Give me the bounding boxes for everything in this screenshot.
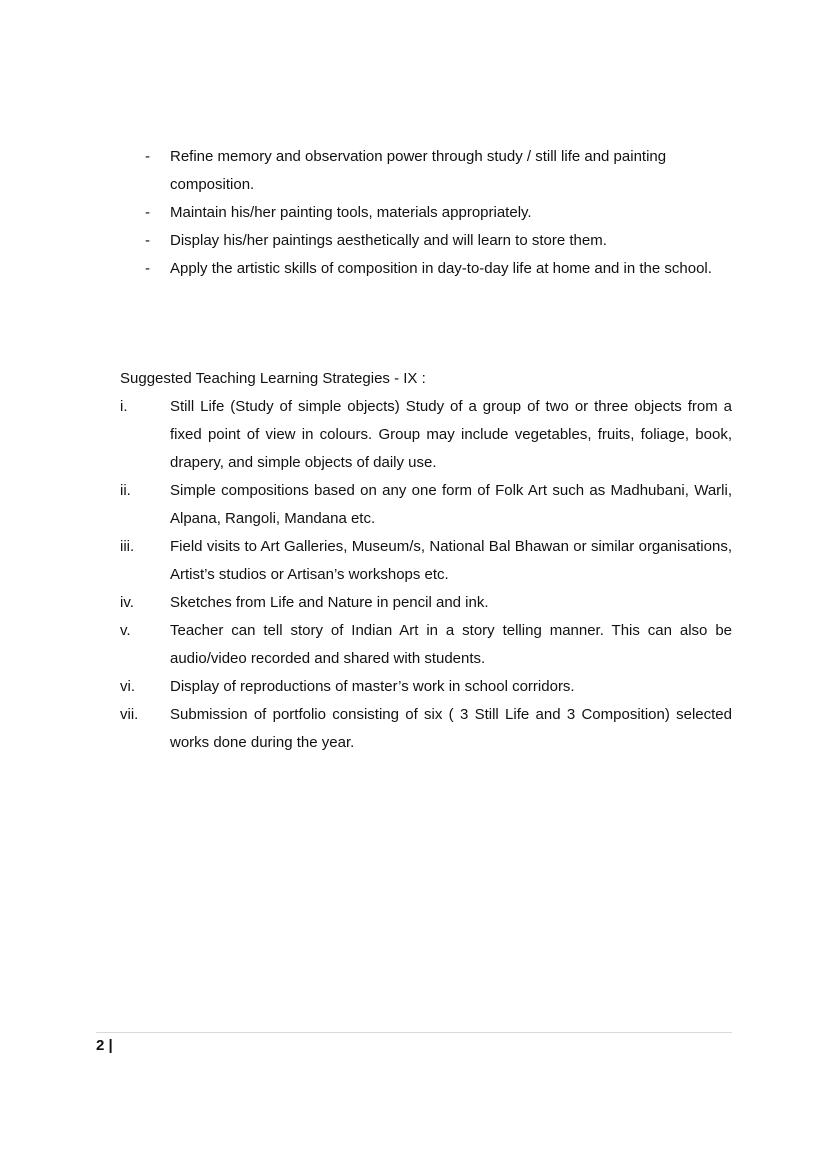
list-marker: ii.: [120, 482, 131, 499]
list-item-text: Teacher can tell story of Indian Art in a story telling manner. This can also be audio/video recorded and shared with students.: [170, 622, 732, 667]
list-item: [120, 143, 732, 199]
list-item-text: Display his/her paintings aesthetically and will learn to store them.: [170, 232, 607, 249]
list-item: [120, 673, 732, 701]
list-marker: i.: [120, 398, 128, 415]
list-item-text: Field visits to Art Galleries, Museum/s, National Bal Bhawan or similar organisations, Artist’s studios or Artisan’s workshops etc.: [170, 538, 732, 583]
list-item-text: Display of reproductions of master’s work in school corridors.: [170, 678, 575, 695]
page-footer: [96, 1036, 113, 1056]
list-item-text: Maintain his/her painting tools, materials appropriately.: [170, 204, 532, 221]
list-item-text: Submission of portfolio consisting of six ( 3 Still Life and 3 Composition) selected works done during the year.: [170, 706, 732, 751]
footer-separator: |: [108, 1037, 113, 1054]
list-item: [120, 393, 732, 477]
list-item: [120, 255, 732, 283]
list-item: [120, 533, 732, 589]
section-heading: Suggested Teaching Learning Strategies - IX :: [120, 370, 426, 387]
objectives-list: [120, 143, 732, 283]
strategies-list: [120, 393, 732, 757]
list-item: [120, 701, 732, 757]
list-marker: -: [145, 260, 150, 277]
list-marker: iv.: [120, 594, 134, 611]
list-item-text: Still Life (Study of simple objects) Study of a group of two or three objects from a fixed point of view in colours. Group may include vegetables, fruits, foliage, book, drapery, and simple objects of daily use.: [170, 398, 732, 471]
page-number: 2: [96, 1037, 105, 1054]
list-item-text: Apply the artistic skills of composition in day-to-day life at home and in the school.: [170, 260, 712, 277]
list-item: [120, 199, 732, 227]
list-marker: -: [145, 148, 150, 165]
list-item-text: Simple compositions based on any one form of Folk Art such as Madhubani, Warli, Alpana, Rangoli, Mandana etc.: [170, 482, 732, 527]
list-marker: vii.: [120, 706, 139, 723]
list-marker: vi.: [120, 678, 135, 695]
list-marker: -: [145, 204, 150, 221]
list-item: [120, 589, 732, 617]
list-item: [120, 477, 732, 533]
list-marker: v.: [120, 622, 131, 639]
list-item: [120, 617, 732, 673]
footer-divider: [96, 1032, 732, 1033]
list-item-text: Refine memory and observation power through study / still life and painting composition.: [170, 148, 667, 193]
list-item-text: Sketches from Life and Nature in pencil and ink.: [170, 594, 489, 611]
list-marker: iii.: [120, 538, 135, 555]
list-marker: -: [145, 232, 150, 249]
list-item: [120, 227, 732, 255]
